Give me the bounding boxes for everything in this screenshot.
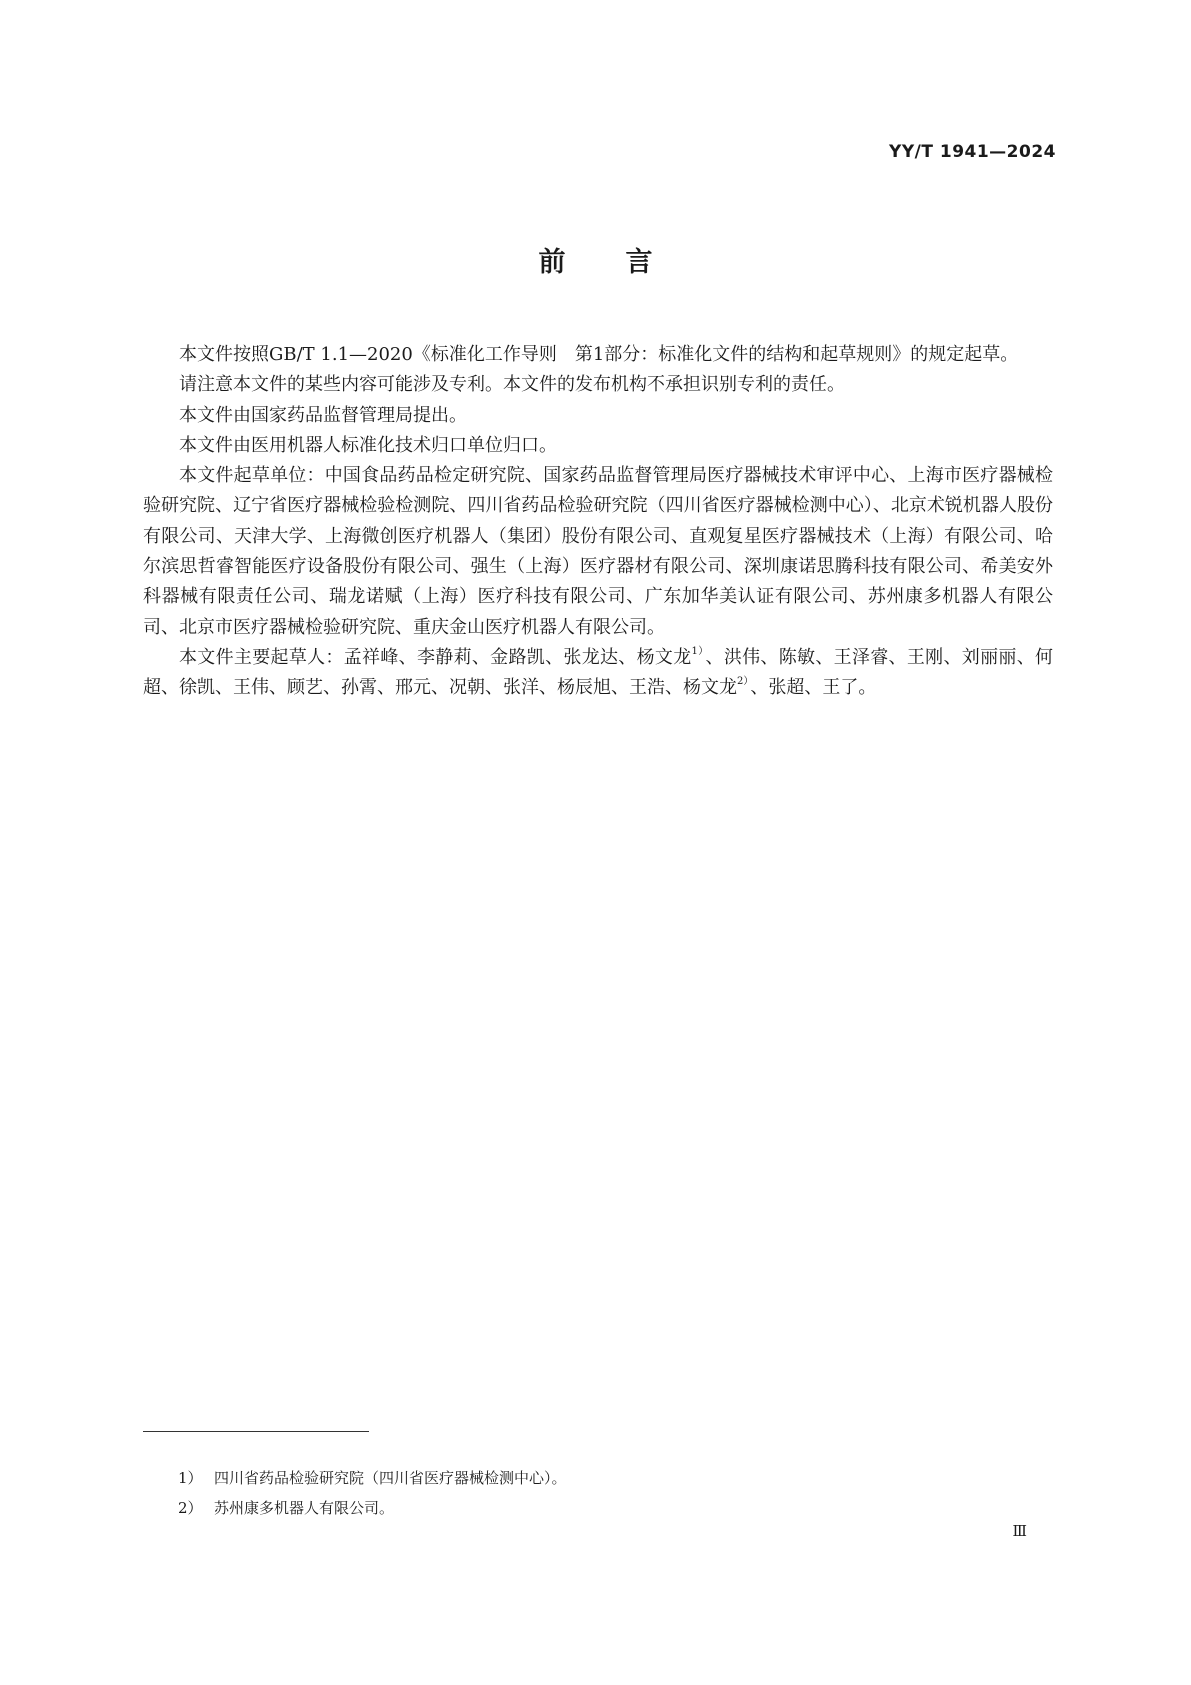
paragraph-administrator: 本文件由医用机器人标准化技术归口单位归口。: [179, 434, 557, 456]
paragraph-drafting-rules: 本文件按照GB/T 1.1—2020《标准化工作导则 第1部分：标准化文件的结构和起草规则》的规定起草。: [179, 344, 1019, 365]
footnote-1-mark: 1）: [178, 1469, 203, 1487]
footnote-2-text: 苏州康多机器人有限公司。: [214, 1499, 395, 1517]
paragraph-drafters: [143, 643, 1053, 704]
drafters-text-1: 本文件主要起草人：孟祥峰、李静莉、金路凯、张龙达、杨文龙: [179, 646, 692, 668]
paragraph-drafting-units: 本文件起草单位：中国食品药品检定研究院、国家药品监督管理局医疗器械技术审评中心、上海市医疗器械检验研究院、辽宁省医疗器械检验检测院、四川省药品检验研究院（四川省医疗器械检测中心）、北京术锐机器人股份有限公司、天津大学、上海微创医疗机器人（集团）股份有限公司、直观复星医疗器械技术（上海）有限公司、哈尔滨思哲睿智能医疗设备股份有限公司、强生（上海）医疗器材有限公司、深圳康诺思腾科技有限公司、希美安外科器械有限责任公司、瑞龙诺赋（上海）医疗科技有限公司、广东加华美认证有限公司、苏州康多机器人有限公司、北京市医疗器械检验研究院、重庆金山医疗机器人有限公司。: [143, 465, 1053, 638]
footnote-ref-1: 1）: [691, 645, 704, 657]
paragraph-proposer: 本文件由国家药品监督管理局提出。: [179, 404, 467, 426]
footnotes: [178, 1463, 567, 1523]
drafters-text-3: 、张超、王了。: [750, 677, 877, 699]
page-number: Ⅲ: [1012, 1522, 1027, 1540]
footnote-1: [178, 1463, 567, 1493]
footnote-ref-2: 2）: [737, 676, 749, 688]
footnote-1-text: 四川省药品检验研究院（四川省医疗器械检测中心）。: [214, 1469, 567, 1487]
page-title: 前言: [538, 247, 713, 278]
footnote-divider: [143, 1431, 369, 1432]
footnote-2: [178, 1493, 567, 1523]
paragraph-patent-notice: 请注意本文件的某些内容可能涉及专利。本文件的发布机构不承担识别专利的责任。: [179, 374, 845, 396]
drafters-text-2: 、洪伟、陈敏、王泽睿、王刚、刘丽丽、何超、徐凯、王伟、顾艺、孙霄、邢元、况朝、张洋、杨辰旭、王浩、杨文龙: [143, 646, 1053, 699]
preface-body: [143, 340, 1053, 704]
footnote-2-mark: 2）: [178, 1499, 203, 1517]
standard-number: YY/T 1941—2024: [889, 142, 1056, 162]
